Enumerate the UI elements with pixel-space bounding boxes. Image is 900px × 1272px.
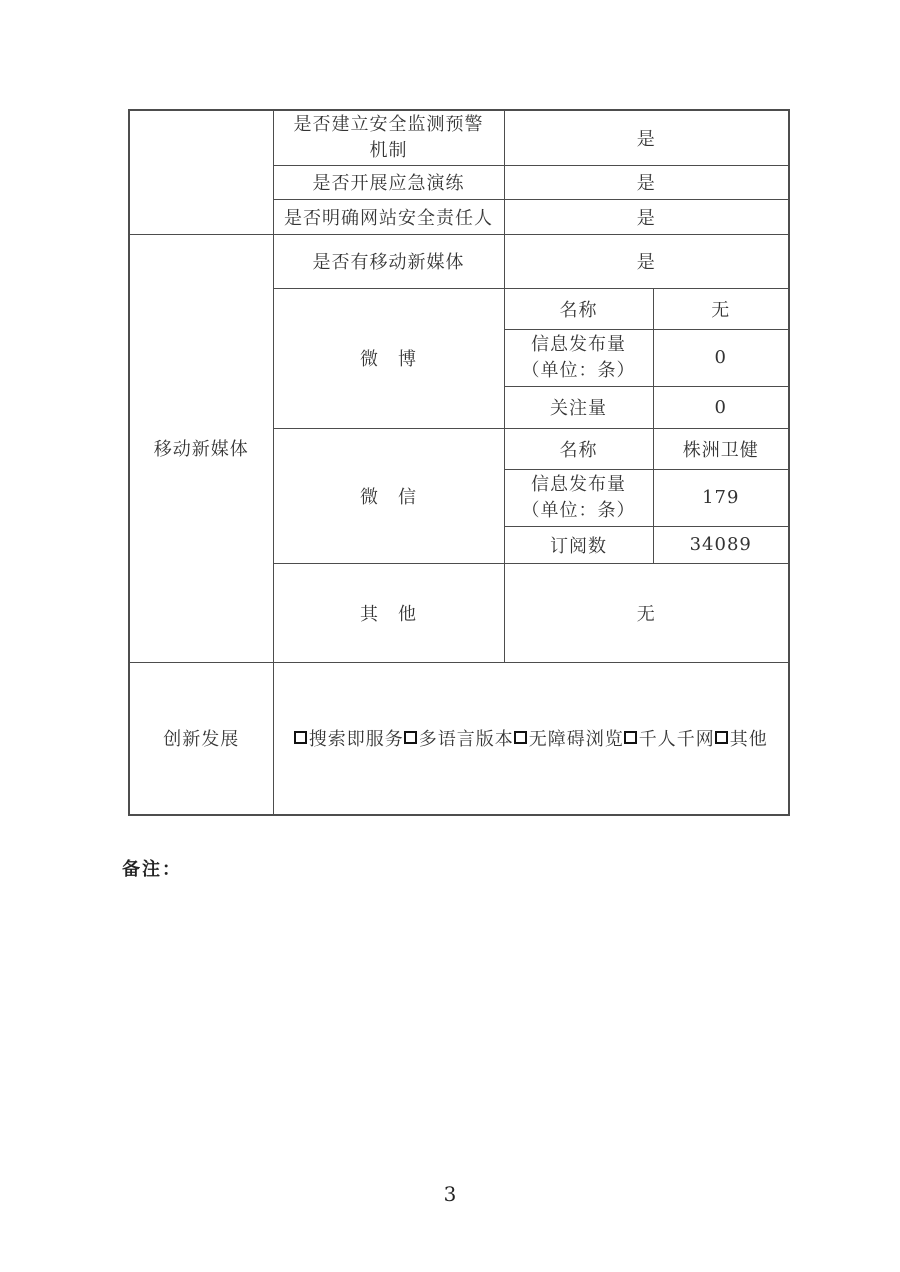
- innovation-option-label: 多语言版本: [418, 729, 514, 751]
- checkbox-icon[interactable]: [624, 731, 637, 744]
- security-monitoring-value: 是: [504, 110, 789, 165]
- innovation-options-cell: [273, 662, 789, 815]
- wechat-label: 微 信: [273, 428, 504, 563]
- other-media-label: 其 他: [273, 563, 504, 662]
- checkbox-icon[interactable]: [715, 731, 728, 744]
- innovation-option-label: 无障碍浏览: [528, 729, 624, 751]
- innovation-option: [624, 729, 715, 750]
- has-mobile-media-value: 是: [504, 234, 789, 288]
- weibo-posts-value: 0: [653, 329, 789, 386]
- innovation-option-label: 千人千网: [638, 729, 715, 751]
- innovation-option: [404, 729, 514, 750]
- innovation-option: [294, 729, 404, 750]
- section-label-mobile-media: 移动新媒体: [129, 234, 273, 662]
- innovation-option: [514, 729, 624, 750]
- checkbox-icon[interactable]: [404, 731, 417, 744]
- security-officer-label: 是否明确网站安全责任人: [273, 199, 504, 234]
- weibo-label: 微 博: [273, 288, 504, 428]
- section-cell-continued: [129, 110, 273, 234]
- weibo-followers-label: 关注量: [504, 386, 653, 428]
- security-monitoring-label: 是否建立安全监测预警 机制: [273, 110, 504, 165]
- weibo-name-label: 名称: [504, 288, 653, 329]
- table-row: [129, 662, 789, 815]
- has-mobile-media-label: 是否有移动新媒体: [273, 234, 504, 288]
- wechat-name-label: 名称: [504, 428, 653, 469]
- wechat-subscribers-label: 订阅数: [504, 526, 653, 563]
- annual-report-table: [128, 109, 790, 816]
- page-number: 3: [443, 1182, 457, 1206]
- table-row: [129, 234, 789, 288]
- innovation-option: [715, 729, 768, 750]
- checkbox-icon[interactable]: [294, 731, 307, 744]
- table-row: [129, 110, 789, 165]
- wechat-posts-value: 179: [653, 469, 789, 526]
- weibo-name-value: 无: [653, 288, 789, 329]
- section-label-innovation: 创新发展: [129, 662, 273, 815]
- weibo-followers-value: 0: [653, 386, 789, 428]
- checkbox-icon[interactable]: [514, 731, 527, 744]
- innovation-option-label: 其他: [729, 729, 768, 751]
- wechat-subscribers-value: 34089: [653, 526, 789, 563]
- wechat-posts-label: 信息发布量 （单位：条）: [504, 469, 653, 526]
- other-media-value: 无: [504, 563, 789, 662]
- weibo-posts-label: 信息发布量 （单位：条）: [504, 329, 653, 386]
- notes-label: 备注：: [122, 859, 182, 880]
- wechat-name-value: 株洲卫健: [653, 428, 789, 469]
- innovation-option-label: 搜索即服务: [308, 729, 404, 751]
- emergency-drill-label: 是否开展应急演练: [273, 165, 504, 199]
- security-officer-value: 是: [504, 199, 789, 234]
- emergency-drill-value: 是: [504, 165, 789, 199]
